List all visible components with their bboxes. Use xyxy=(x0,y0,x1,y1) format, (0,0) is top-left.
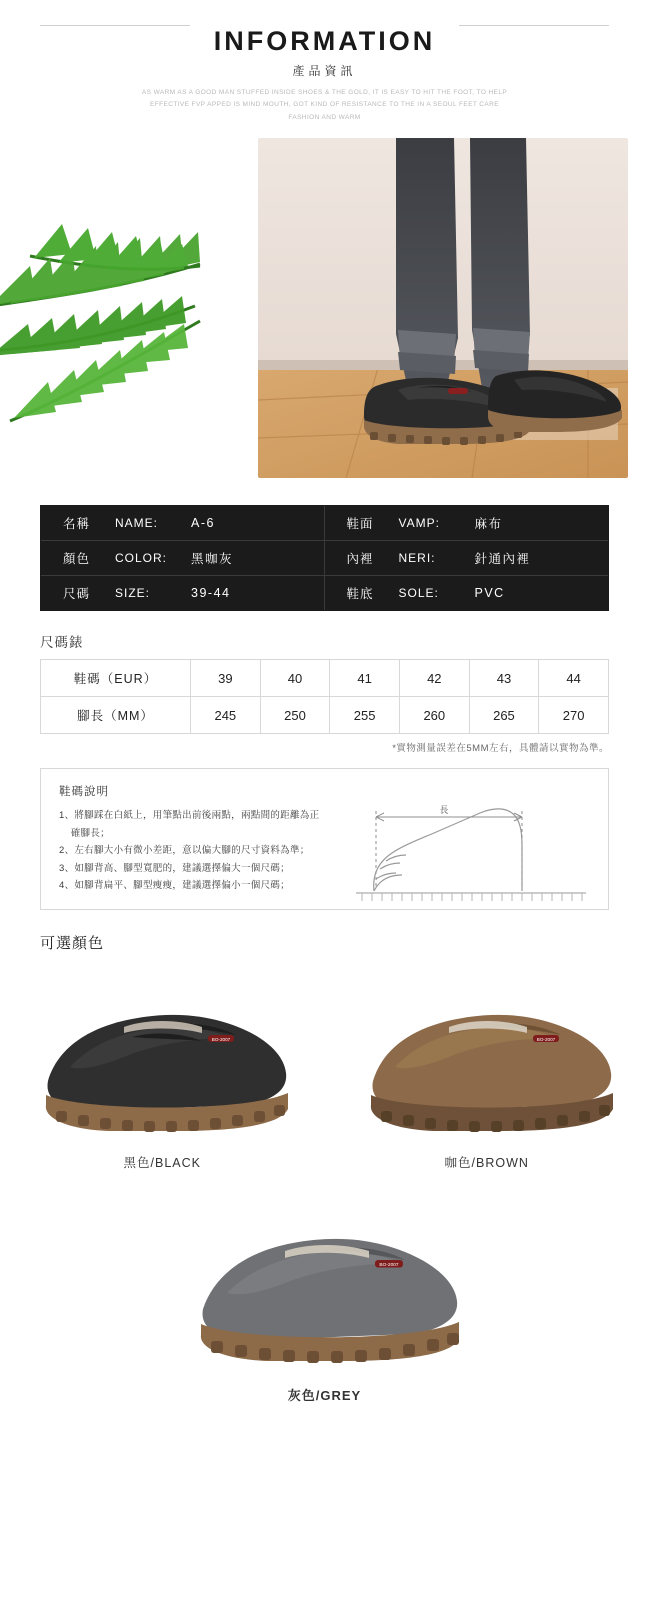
foot-diagram-label: 長 xyxy=(439,805,449,816)
size-chart-cell: 255 xyxy=(330,697,400,734)
size-chart-cell: 42 xyxy=(399,660,469,697)
spec-table xyxy=(40,505,609,611)
color-label-black: 黑色/BLACK xyxy=(123,1156,201,1171)
list-item: 確腳長； xyxy=(59,827,110,839)
header-rule-right xyxy=(459,25,609,26)
spec-label-cn-size: 尺碼 xyxy=(63,587,91,602)
size-chart-cell: 245 xyxy=(191,697,261,734)
size-instructions-box xyxy=(40,768,609,910)
spec-label-en-vamp: VAMP: xyxy=(398,516,440,531)
color-image-brown xyxy=(337,961,637,1151)
hero-section xyxy=(0,138,649,483)
spec-label-cn-name: 名稱 xyxy=(63,517,91,532)
palm-leaf-decoration xyxy=(0,146,250,446)
size-chart-title: 尺碼錶 xyxy=(40,635,84,651)
spec-value-name: A-6 xyxy=(191,516,215,531)
svg-text:BO-2007: BO-2007 xyxy=(212,1037,231,1043)
size-chart-cell: 270 xyxy=(539,697,609,734)
spec-value-size: 39-44 xyxy=(191,586,231,601)
spec-value-color: 黑咖灰 xyxy=(191,552,234,567)
size-chart-note: *實物測量誤差在5MM左右，具體請以實物為準。 xyxy=(392,743,609,755)
header-english-line-3: FASHION AND WARM xyxy=(288,113,361,121)
foot-measure-diagram xyxy=(346,795,596,905)
color-image-black xyxy=(12,961,312,1151)
size-chart-cell: 39 xyxy=(191,660,261,697)
list-item: 4、如腳背扁平、腳型瘦瘦，建議選擇偏小一個尺碼； xyxy=(59,880,290,892)
size-instructions-list xyxy=(59,807,379,895)
page-header xyxy=(0,0,649,124)
size-instructions-title: 鞋碼說明 xyxy=(59,786,109,799)
color-option-brown[interactable] xyxy=(325,961,649,1171)
spec-label-cn-color: 顏色 xyxy=(63,552,91,567)
color-label-grey: 灰色/GREY xyxy=(287,1388,362,1404)
spec-row-sole xyxy=(325,576,609,610)
table-row xyxy=(41,697,609,734)
header-rule-left xyxy=(40,25,190,26)
header-english-copy xyxy=(0,87,649,124)
size-chart-cell: 41 xyxy=(330,660,400,697)
page-subtitle: 產品資訊 xyxy=(292,64,357,78)
color-option-black[interactable] xyxy=(0,961,325,1171)
list-item: 1、將腳踩在白紙上，用筆點出前後兩點，兩點間的距離為正 xyxy=(59,810,320,822)
spec-value-neri: 針通內裡 xyxy=(474,552,531,567)
spec-label-cn-neri: 內裡 xyxy=(346,552,374,567)
color-image-grey xyxy=(165,1183,485,1383)
header-english-line-1: AS WARM AS A GOOD MAN STUFFED INSIDE SHOES & THE GOLD, IT IS EASY TO HIT THE FOOT, TO HELP xyxy=(141,89,508,96)
color-label-brown: 咖色/BROWN xyxy=(444,1156,529,1171)
spec-label-cn-vamp: 鞋面 xyxy=(346,517,374,532)
spec-label-en-size: SIZE: xyxy=(115,586,151,601)
colors-section-title: 可選顏色 xyxy=(40,935,105,953)
size-chart-cell: 43 xyxy=(469,660,539,697)
colors-grid xyxy=(0,961,649,1171)
spec-label-en-sole: SOLE: xyxy=(398,586,439,601)
header-english-line-2: EFFECTIVE FVP APPED IS MIND MOUTH, GOT KIND OF RESISTANCE TO THE IN A SEOUL FEET CARE xyxy=(150,101,499,109)
size-chart-table xyxy=(40,659,609,734)
spec-label-en-color: COLOR: xyxy=(115,551,168,566)
spec-value-sole: PVC xyxy=(474,586,505,601)
spec-label-en-name: NAME: xyxy=(115,516,159,531)
spec-row-color xyxy=(41,541,325,576)
size-chart-cell: 44 xyxy=(539,660,609,697)
size-chart-section xyxy=(40,631,609,754)
table-row xyxy=(41,660,609,697)
list-item: 3、如腳背高、腳型寬肥的，建議選擇偏大一個尺碼； xyxy=(59,862,290,874)
svg-text:BO-2007: BO-2007 xyxy=(378,1263,399,1269)
hero-product-photo xyxy=(258,138,628,478)
spec-row-vamp xyxy=(325,506,609,541)
size-chart-cell: 260 xyxy=(399,697,469,734)
spec-value-vamp: 麻布 xyxy=(474,517,503,532)
spec-row-name xyxy=(41,506,325,541)
spec-row-size xyxy=(41,576,325,610)
size-chart-cell: 250 xyxy=(260,697,330,734)
spec-row-neri xyxy=(325,541,609,576)
spec-label-cn-sole: 鞋底 xyxy=(346,587,374,602)
page-title: INFORMATION xyxy=(213,26,436,56)
svg-text:BO-2007: BO-2007 xyxy=(536,1037,555,1043)
size-chart-cell: 40 xyxy=(260,660,330,697)
size-chart-cell: 265 xyxy=(469,697,539,734)
size-chart-row-head-mm: 腳長（MM） xyxy=(41,697,191,734)
size-chart-row-head-eur: 鞋碼（EUR） xyxy=(41,660,191,697)
spec-label-en-neri: NERI: xyxy=(398,551,436,566)
list-item: 2、左右腳大小有微小差距，意以偏大腳的尺寸資料為準； xyxy=(59,845,310,857)
color-option-grey[interactable] xyxy=(0,1183,649,1404)
